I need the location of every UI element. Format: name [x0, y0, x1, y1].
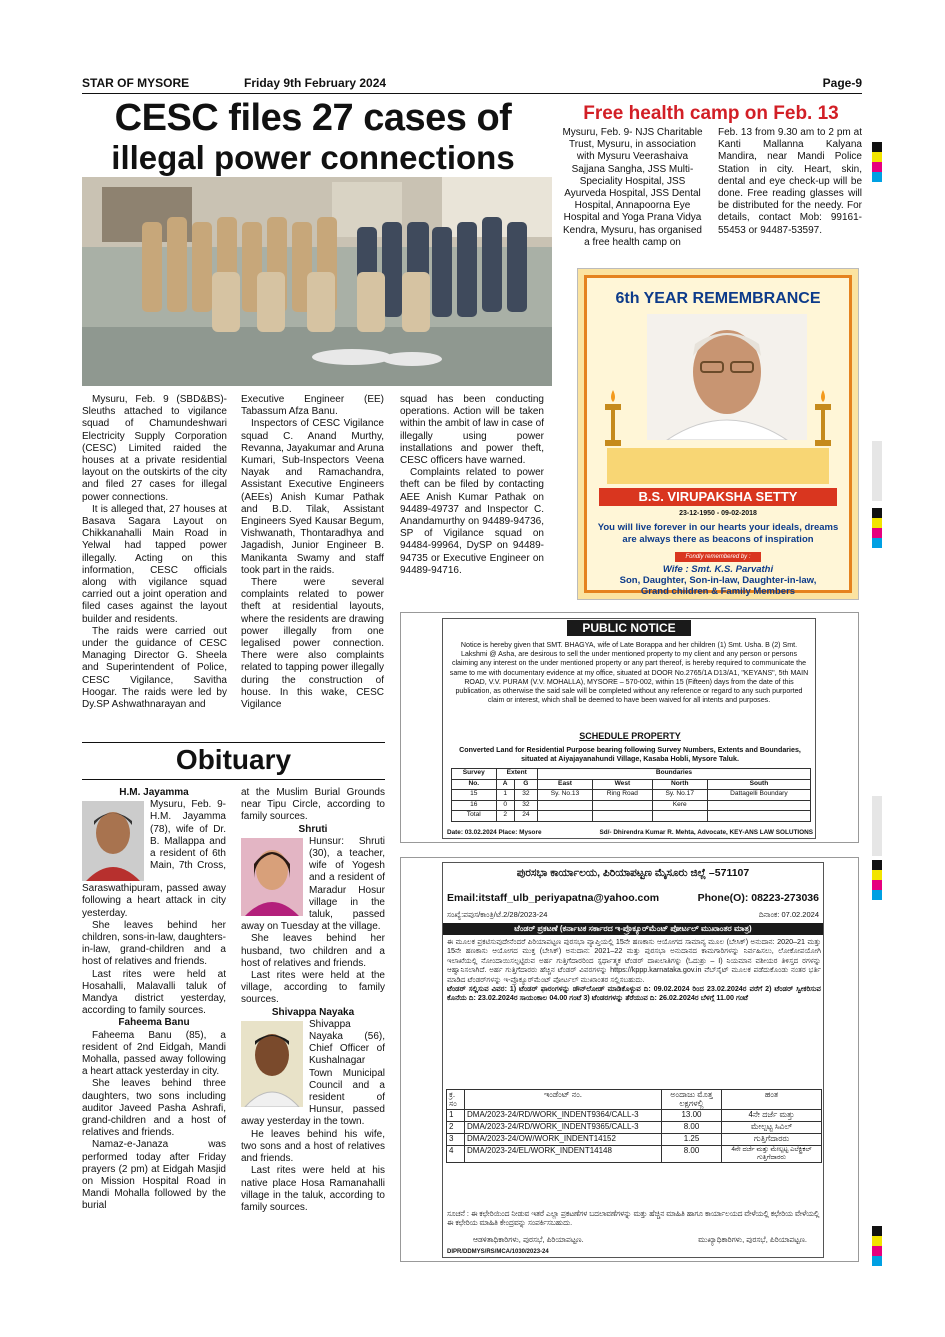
header-cell: G [514, 779, 537, 790]
page-header [82, 76, 862, 92]
header-cell: East [537, 779, 592, 790]
cell: ಗುತ್ತಿಗೆದಾರರು [722, 1133, 822, 1145]
obituary-column-2 [241, 787, 385, 1214]
schedule-property-title: SCHEDULE PROPERTY [579, 731, 681, 741]
flower-garland [607, 448, 829, 484]
cell: 32 [514, 800, 537, 811]
obituary-text: Mysuru, Feb. 9- H.M. Jayamma (78), wife of Dr. B. Mallappa and a resident of 6th Main, 7th Cross, Saraswathipuram, passed away following a heart attack in city yesterday. [82, 799, 226, 919]
wife-name: Wife : Smt. K.S. Parvathi [662, 564, 774, 575]
obituary-name: Faheema Banu [118, 1017, 190, 1029]
story-column-1 [82, 394, 227, 711]
table-row [452, 800, 811, 811]
health-camp-text: Mysuru, Feb. 9- NJS Charitable Trust, Mysuru, in association with Mysuru Veerashaiva Sajjana Sangha, JSS Multi-Speciality Hospital, JSS Ayurveda Hospital, JSS Dental Hospital, Annapoorna Eye Hospital and Yoga Prana Vidya Kendra, Mysuru, has organised a free health camp on [562, 127, 703, 248]
cell [593, 811, 653, 822]
remembrance-name: B.S. VIRUPAKSHA SETTY [599, 488, 837, 506]
tender-band: ಟೆಂಡರ್ ಪ್ರಕಟಣೆ (ಕರ್ನಾಟಕ ಸರ್ಕಾರದ ಇ-ಪ್ರೊಕ್ಯೂರ್‌ಮೆಂಟ್ ಪೋರ್ಟಲ್ ಮುಖಾಂತರ ಮಾತ್ರ) [443, 923, 823, 935]
health-camp-text: Feb. 13 from 9.30 am to 2 pm at Kanti Mallanna Kalyana Mandira, near Mandi Police Station in city. Heart, skin, dental and eye check-up will be done. Free reading glasses will be distributed for the needy. For details, contact Mob: 99161-55453 or 94487-53597. [718, 127, 862, 236]
fondly-remembered-label: Fondly remembered by : [675, 552, 761, 562]
registration-marks-low [872, 860, 882, 900]
obituary-text: She leaves behind three daughters, two sons including auditor Javeed Pasha Ashrafi, grand-children and a host of relatives and friends. [82, 1078, 226, 1139]
lamp-icon [601, 390, 625, 450]
remembrance-ad [577, 268, 859, 600]
header-cell: ಹಂತ [722, 1090, 822, 1110]
header-cell: No. [452, 779, 497, 790]
table-row [447, 1145, 822, 1162]
obituary-photo-shruti [241, 838, 303, 916]
header-cell: North [652, 779, 707, 790]
cell: 2 [447, 1121, 465, 1133]
tender-body [447, 937, 821, 1003]
public-notice-ad [400, 612, 859, 843]
obituary-photo-shivappa [241, 1021, 303, 1107]
obituary-name: H.M. Jayamma [119, 787, 189, 798]
registration-bar-2 [872, 796, 882, 856]
header-cell: ಅಂದಾಜು ಮೊತ್ತ ಲಕ್ಷಗಳಲ್ಲಿ [662, 1090, 722, 1110]
registration-marks-top [872, 142, 882, 182]
table-row [447, 1121, 822, 1133]
tender-reference: ಸಂಖ್ಯೆ:ಪಪುಸ/ಕಾಂತ್ರಿ/ಟೆ.2/28/2023-24 [447, 910, 548, 919]
story-paragraph: Mysuru, Feb. 9 (SBD&BS)- Sleuths attached to vigilance squad of Chamundeshwari Electricity Supply Corporation (CESC) Limited raided the houses at a private residential layout on the outskirts of the city and filed 27 cases for illegal power connections. [82, 394, 227, 503]
cell: Ring Road [593, 790, 653, 801]
cell: 2 [496, 811, 514, 822]
family-line-1: Son, Daughter, Son-in-law, Daughter-in-law, [619, 575, 817, 586]
story-paragraph: Executive Engineer (EE) Tabassum Afza Banu. [241, 394, 384, 418]
obituary-text: She leaves behind her children, sons-in-law, daughters-in-law, grand-children and a host of relatives and friends. [82, 919, 226, 968]
cell: 32 [514, 790, 537, 801]
tender-body-2: ಟೆಂಡರ್ ಸಲ್ಲಿಸುವ ವಿವರ: 1) ಟೆಂಡರ್ ಫಾರಂಗಳನ್ನು ಡೌನ್‌ಲೋಡ್ ಮಾಡಿಕೊಳ್ಳುವ ದಿ: 09.02.2024 ರಿಂದ 23.02.2024ರ ವರೆಗೆ 2) ಟೆಂಡರ್ ಸ್ವೀಕರಿಸುವ ಕೊನೆಯ ದಿ: 23.02.2024ರ ಸಾಯಂಕಾಲ 04.00 ಗಂಟೆ 3) ಟೆಂಡರಗಳನ್ನು ತೆರೆಯುವ ದಿ: 26.02.2024ರ ಬೆಳಗ್ಗೆ 11.00 ಗಂಟೆ [447, 984, 821, 1003]
cell: Total [452, 811, 497, 822]
cell [707, 811, 810, 822]
cell: 4ನೇ ದರ್ಜೆ ಮತ್ತು [722, 1109, 822, 1121]
tender-signature-left: ಆಡಳಿತಾಧಿಕಾರಿಗಳು, ಪುರಸಭೆ, ಪಿರಿಯಾಪಟ್ಟಣ. [473, 1235, 584, 1244]
header-cell: ಕ್ರ. ಸಂ [447, 1090, 465, 1110]
cell: 0 [496, 800, 514, 811]
cell: DMA/2023-24/EL/WORK_INDENT14148 [465, 1145, 662, 1162]
header-cell: ಇಂಡೆಂಟ್ ನಂ. [465, 1090, 662, 1110]
header-rule [82, 93, 862, 94]
obituary-text: at the Muslim Burial Grounds near Tipu Circle, according to family sources. [241, 787, 385, 823]
remembrance-title: 6th YEAR REMEMBRANCE [615, 290, 821, 307]
cell: 8.00 [662, 1145, 722, 1162]
public-notice-frame [442, 618, 816, 839]
obituary-name: Shruti [298, 823, 328, 835]
cell [537, 800, 592, 811]
story-paragraph: squad has been conducting operations. Action will be taken within the ambit of law in case of illegally using power installations and power theft, CESC officers have warned. [400, 394, 544, 467]
public-notice-body: Notice is hereby given that SMT. BHAGYA, wife of Late Borappa and her children (1) Smt. Usha. B (2) Smt. Lakshmi @ Asha, are desirous to sell the under mentioned property to my client and any person or persons claiming any interest on the under mentioned property or any part thereof, is hereby required to communicate the same to me with documentary evidence at my office, situated at DOOR No.2765/1A D13/A1, "KEYANS", 5th MAIN ROAD, V.V. PURAM (V.V. MOHALLA), MYSORE – 570-002, within 15 (Fifteen) days from the date of this publication, as otherwise the said sale will be completed without any reference or regard to any such purported claim or interest, which shall be deemed to have been waived for all intents and purposes. [449, 641, 809, 705]
story-paragraph: Inspectors of CESC Vigilance squad C. Anand Murthy, Revanna, Jayakumar and Aruna Kumari, Sub-Inspectors Veena Nayak and Ramachandra, Assistant Executive Engineers (AEEs) Anish Kumar Pathak and B.D. Tilak, Assistant Engineers Syed Kausar Begum, Vishwanath, Thontaradhya and Jagadish, Junior Engineer B. Manikanta Swamy and staff took part in the raids. [241, 418, 384, 576]
cell: 24 [514, 811, 537, 822]
health-camp-column-1 [559, 127, 706, 249]
cell: 1 [496, 790, 514, 801]
obituary-text: Hunsur: Shruti (30), a teacher, wife of Yogesh and a resident of Maradur Hosur village in the taluk, passed away on Tuesday at the village. [241, 835, 385, 933]
notice-signature: Sd/- Dhirendra Kumar R. Mehta, Advocate, KEY-ANS LAW SOLUTIONS [599, 829, 813, 836]
public-notice-footer [447, 829, 813, 836]
cell: ಮೇಲ್ಪಟ್ಟ ಸಿವಿಲ್ [722, 1121, 822, 1133]
tender-date: ದಿನಾಂಕ: 07.02.2024 [758, 910, 819, 919]
cell: Sy. No.17 [652, 790, 707, 801]
obituary-name: Shivappa Nayaka [271, 1006, 355, 1018]
paper-name: STAR OF MYSORE [82, 76, 190, 90]
tender-email: Email:itstaff_ulb_periyapatna@yahoo.com [447, 892, 660, 904]
cell: Dattagelli Boundary [707, 790, 810, 801]
cell: 15 [452, 790, 497, 801]
table-row [452, 790, 811, 801]
tender-notice-ad [400, 857, 859, 1262]
obituary-text: Namaz-e-Janaza was performed today after Friday prayers (2 pm) at Eidgah Masjid on Mission Hospital Road in Mandi Mohalla followed by the burial [82, 1139, 226, 1212]
story-paragraph: The raids were carried out under the guidance of CESC Managing Director G. Sheela and Superintendent of Police, CESC Vigilance, Savitha Hoogar. The raids were led by Dy.SP Ashwathnarayan and [82, 625, 227, 711]
cell: 13.00 [662, 1109, 722, 1121]
remembrance-message: You will live forever in our hearts your ideals, dreams are always there as beacons of inspiration [597, 522, 839, 545]
header-cell: Boundaries [537, 769, 810, 780]
health-camp-column-2 [718, 127, 862, 237]
issue-date: Friday 9th February 2024 [244, 76, 387, 90]
story-paragraph: It is alleged that, 27 houses at Basava Sagara Layout on Chikkanahalli Main Road in Yelwal had tapped power illegally. Acting on this information, CESC officials along with vigilance squad carried out a joint operation and filed cases against the layout builder and residents. [82, 503, 227, 625]
tender-code: DIPR/DDMYS/RS/MCA/1030/2023-24 [447, 1249, 549, 1255]
tender-signature-right: ಮುಖ್ಯಾಧಿಕಾರಿಗಳು, ಪುರಸಭೆ, ಪಿರಿಯಾಪಟ್ಟಣ. [698, 1235, 807, 1244]
cell [537, 811, 592, 822]
cell: 8.00 [662, 1121, 722, 1133]
obituary-text: Shivappa Nayaka (56), Chief Officer of Kushalnagar Town Municipal Council and a resident of Hunsur, passed away yesterday in the town. [241, 1018, 385, 1128]
cell: DMA/2023-24/RD/WORK_INDENT9365/CALL-3 [465, 1121, 662, 1133]
obituary-text: Last rites were held at his native place Hosa Ramanahalli village in the taluk, according to family sources. [241, 1165, 385, 1213]
cell: 16 [452, 800, 497, 811]
obituary-text: Last rites were held at the village, according to family sources. [241, 970, 385, 1006]
tender-table [446, 1089, 822, 1163]
cell: DMA/2023-24/OW/WORK_INDENT14152 [465, 1133, 662, 1145]
page-number: Page-9 [822, 76, 862, 90]
schedule-description: Converted Land for Residential Purpose bearing following Survey Numbers, Extents and Boundaries, situated at Aiyajayanahundi Village, Kasaba Hobli, Mysore Taluk. [459, 746, 801, 764]
cell [593, 800, 653, 811]
tender-footer: ಸೂಚನೆ : ಈ ಕಛೇರಿಯಿಂದ ನೀಡುವ ಇತರೆ ಎಲ್ಲಾ ಪ್ರಕಟಣೆಗಳ ಬದಲಾವಣೆಗಳನ್ನು ಮತ್ತು ಹೆಚ್ಚಿನ ಮಾಹಿತಿ ಹಾಗೂ ಕಾರ್ಯಾಲಯದ ವೇಳೆಯಲ್ಲಿ ಕಛೇರಿಯ ವೇಳೆಯಲ್ಲಿ ಈ ಕಛೇರಿಯ ಮಾಹಿತಿ ಕೇಂದ್ರವನ್ನು ಸಂಪರ್ಕಿಸಬಹುದು. [447, 1209, 820, 1228]
obituary-text: Faheema Banu (85), a resident of 2nd Eidgah, Mandi Mohalla, passed away following a heart attack yesterday in city. [82, 1029, 226, 1078]
main-headline [82, 99, 544, 174]
story-paragraph: Complaints related to power theft can be filed by contacting AEE Anish Kumar Pathak on 94489-49737 and Inspector C. Anandamurthy on 94489-94736, SP of Vigilance squad on 94484-99964, DySP on 94489-94735 or Executive Engineer on 94489-94716. [400, 467, 544, 576]
registration-marks-bottom [872, 1226, 882, 1266]
obituary-photo-jayamma [82, 801, 144, 881]
public-notice-title: PUBLIC NOTICE [567, 620, 691, 636]
obituary-text: Last rites were held at Hosahalli, Malavalli taluk of Mandya district yesterday, according to family sources. [82, 968, 226, 1017]
story-column-3 [400, 394, 544, 577]
remembrance-dates: 23-12-1950 - 09-02-2018 [679, 510, 757, 517]
group-photo-illustration [82, 177, 552, 386]
health-camp-title: Free health camp on Feb. 13 [583, 103, 839, 124]
headline-line-1: CESC files 27 cases of [114, 97, 512, 139]
table-row [452, 811, 811, 822]
cell: 3 [447, 1133, 465, 1145]
remembrance-frame [584, 275, 852, 597]
tender-notice-frame [442, 862, 824, 1258]
cell: 1 [447, 1109, 465, 1121]
cell: 1.25 [662, 1133, 722, 1145]
cell: Sy. No.13 [537, 790, 592, 801]
registration-bar-1 [872, 441, 882, 501]
cell [652, 811, 707, 822]
obituary-column-1 [82, 787, 226, 1213]
cell: 4ನೇ ದರ್ಜೆ ಮತ್ತು ಮೇಲ್ಪಟ್ಟ ಎಲೆಕ್ಟ್ರಿಕಲ್ ಗುತ್ತಿಗೆದಾರರು [722, 1145, 822, 1162]
cesc-team-photo [82, 177, 552, 386]
cell: DMA/2023-24/RD/WORK_INDENT9364/CALL-3 [465, 1109, 662, 1121]
cell: 4 [447, 1145, 465, 1162]
cell: Kere [652, 800, 707, 811]
story-paragraph: There were several complaints related to power theft at residential layouts, where the residents are drawing power illegally from one legalised power connection. There were also complaints related to tapping power illegally during the construction of house. In this wake, CESC Vigilance [241, 577, 384, 711]
header-cell: South [707, 779, 810, 790]
table-row [447, 1133, 822, 1145]
tender-body-1: ಈ ಮೂಲಕ ಪ್ರಕಟಿಸುವುದೇನೆಂದರೆ ಪಿರಿಯಾಪಟ್ಟಣ ಪುರಸಭಾ ವ್ಯಾಪ್ತಿಯಲ್ಲಿ 15ನೇ ಹಣಕಾಸು ಆಯೋಗದ ಸಾಮಾನ್ಯ ಮೂಲ (ಬೇಸಿಕ್) ಅನುದಾನ: 2020–21 ಮತ್ತು 15ನೇ ಹಣಕಾಸು ಆಯೋಗದ ಮುಕ್ತ (ಬೇಸಿಕ್) ಅನುದಾನ: 2021–22 ಮತ್ತು ಪುರಸಭಾ ಅನುದಾನದ ಕಾಮಗಾರಿಗಳನ್ನು ನಿರ್ವಹಿಸಲು, ಲೋಕೋಪಯೋಗಿ ಇಲಾಖೆಯಲ್ಲಿ ನೋಂದಾಯಿಸಲ್ಪಟ್ಟಿರುವ ಅರ್ಹ ಗುತ್ತಿಗೆದಾರರಿಂದ ಸ್ಪರ್ಧಾತ್ಮಕ ಟೆಂಡರ್ ದಾಖಲಾತಿಗಳ್ನು (ಓದುಶ್ರು – I) ನಿಯಮಾನ ವಶೀಯರ ತಿಳಿಸ್ತದ ರಗಳನ್ನು ಆಹ್ವಾನಿಸಲಾಗಿದೆ. ಅರ್ಹ ಗುತ್ತಿಗೆದಾರರು ಹೆಚ್ಚಿನ ಟೆಂಡರ್ ವಿವರಗಳನ್ನು https://kppp.karnataka.gov.in ವೆಬ್‌ಸೈಟ್ ಮೂಲಕ ಪಡೆದುಕೊಂಡು ನಂತರ ಭರ್ತಿ ಮಾಡಿದ ಟೆಂಡರ್‌ಗಳನ್ನು ಇ-ಪ್ರೊಕ್ಯೂರ್‌ಮೆಂಟ್ ಪೋರ್ಟಲ್ ಮುಖಾಂತರ ಸಲ್ಲಿಸಬಹುದು. [447, 937, 821, 984]
story-column-2 [241, 394, 384, 711]
header-cell: A [496, 779, 514, 790]
family-line-2: Grand children & Family Members [640, 586, 796, 597]
notice-date-place: Date: 03.02.2024 Place: Mysore [447, 829, 542, 836]
schedule-table [451, 768, 811, 822]
obituary-title: Obituary [82, 742, 385, 780]
obituary-text: He leaves behind his wife, two sons and a host of relatives and friends. [241, 1128, 385, 1165]
remembrance-family [593, 564, 843, 597]
cell [707, 800, 810, 811]
header-cell: West [593, 779, 653, 790]
headline-line-2: illegal power connections [111, 139, 515, 176]
registration-marks-mid [872, 508, 882, 548]
tender-heading: ಪುರಸಭಾ ಕಾರ್ಯಾಲಯ, ಪಿರಿಯಾಪಟ್ಟಣ ಮೈಸೂರು ಜಿಲ್ಲೆ –571107 [516, 867, 750, 879]
header-cell: Extent [496, 769, 537, 780]
header-cell: Survey [452, 769, 497, 780]
portrait-photo [647, 314, 807, 440]
lamp-icon [811, 390, 835, 450]
tender-phone: Phone(O): 08223-273036 [697, 892, 819, 904]
table-row [447, 1109, 822, 1121]
obituary-text: She leaves behind her husband, two children and a host of relatives and friends. [241, 933, 385, 969]
